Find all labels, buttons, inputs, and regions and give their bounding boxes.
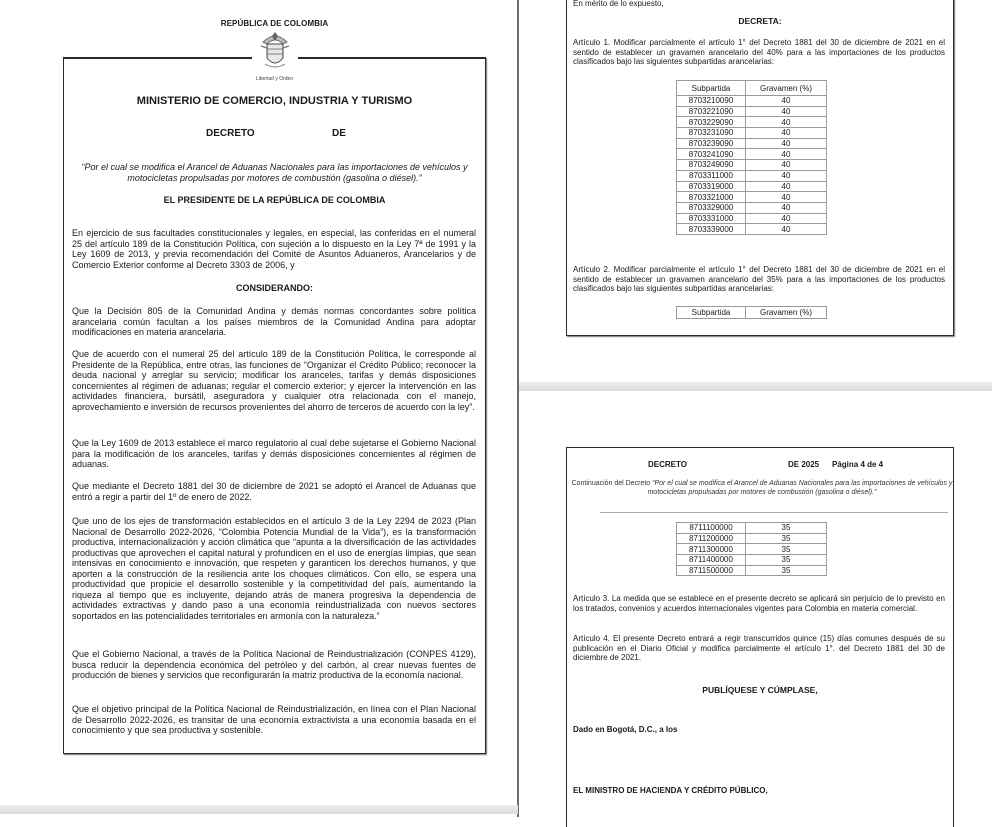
ministry-heading: MINISTERIO DE COMERCIO, INDUSTRIA Y TURISMO [136,95,413,107]
article-2: Artículo 2. Modificar parcialmente el artículo 1° del Decreto 1881 del 30 de diciembre de 2021 en el sentido de establecer un gravamen arancelario del 35% para a las importaciones de los productos clasificados bajo las siguientes subpartidas arancelarias: [573,265,945,293]
colombia-coat-of-arms-icon [255,30,295,74]
considerando-paragraph: Que uno de los ejes de transformación establecidos en el artículo 3 de la Ley 2294 de 2023 (Plan Nacional de Desarrollo 2022-2026, “Colombia Potencia Mundial de la Vida”), es la transformación productiva, internacionalización y acción climática que “apunta a la diversificación de las actividades productivas que aprovechen el capital natural y profundicen en el uso de energías limpias, que sean intensivas en conocimiento e innovación, que respeten y garanticen los derechos humanos, y que aporten a la construcción de la resiliencia ante los choques climáticos. Con ello, se espera una productividad que propicie el desarrollo sostenible y la competitividad del país, aumentando la riqueza al tiempo que es incluyente, dejando atrás de manera progresiva la dependencia de actividades extractivas y dando paso a una economía reindustrializada con nuevos sectores soportados en las potencialidades territoriales en armonía con la naturaleza.” [72,516,476,621]
gravamen-cell: 40 [746,106,827,117]
minister-signature-label: EL MINISTRO DE HACIENDA Y CRÉDITO PÚBLICO, [573,786,768,795]
column-header-gravamen: Gravamen (%) [746,81,827,96]
tariff-table-35-header [676,306,827,319]
motto: Libertad y Orden [255,76,294,82]
header-divider [600,512,948,513]
subpartida-cell: 8711200000 [677,533,746,544]
article-1: Artículo 1. Modificar parcialmente el artículo 1° del Decreto 1881 del 30 de diciembre de 2021 en el sentido de establecer un gravamen arancelario del 40% para a las importaciones de los productos clasificados bajo las siguientes subpartidas arancelarias: [573,38,945,66]
subpartida-cell: 8703210090 [677,96,746,107]
header-decree-label: DECRETO [648,460,687,469]
president-heading: EL PRESIDENTE DE LA REPÚBLICA DE COLOMBIA [163,195,386,205]
table-row [677,96,827,107]
gravamen-cell: 35 [746,523,827,534]
considerando-paragraph: Que mediante el Decreto 1881 del 30 de diciembre de 2021 se adoptó el Arancel de Aduanas que entró a regir a partir del 1º de enero de 2022. [72,481,476,502]
subpartida-cell: 8703311000 [677,170,746,181]
continuation-title: “Por el cual se modifica el Arancel de Aduanas Nacionales para las importaciones de vehículos y motocicletas propulsadas por motores de combustión (gasolina o diésel).” [647,480,953,496]
tariff-table-35 [676,522,827,576]
gravamen-cell: 35 [746,565,827,576]
subpartida-cell: 8711300000 [677,544,746,555]
table-header-row [677,307,827,319]
page-separator [0,805,518,814]
table-header-row [677,81,827,96]
gravamen-cell: 40 [746,224,827,235]
republic-heading: REPÚBLICA DE COLOMBIA [220,19,329,28]
page-number: Página 4 de 4 [832,460,884,469]
table-row [677,181,827,192]
table-row [677,565,827,576]
gravamen-cell: 35 [746,555,827,566]
header-decree-year: DE 2025 [788,460,820,469]
gravamen-cell: 40 [746,213,827,224]
gravamen-cell: 40 [746,202,827,213]
page-separator [519,382,992,391]
subpartida-cell: 8711500000 [677,565,746,576]
gravamen-cell: 40 [746,138,827,149]
table-row [677,544,827,555]
decreta-heading: DECRETA: [738,16,782,26]
subpartida-cell: 8703331000 [677,213,746,224]
considerando-paragraph: Que de acuerdo con el numeral 25 del artículo 189 de la Constitución Política, le corresponde al Presidente de la República, entre otras, las funciones de “Organizar el Crédito Público; reconocer la deuda nacional y arreglar su servicio; modificar los aranceles, tarifas y demás disposiciones concernientes al régimen de aduanas; regular el comercio exterior; y ejercer la intervención en las actividades financiera, bursátil, aseguradora y cualquier otra relacionada con el manejo, aprovechamiento e inversión de recursos provenientes del ahorro de terceros de acuerdo con la ley”. [72,349,476,412]
column-header-gravamen: Gravamen (%) [746,307,827,319]
considerando-paragraph: Que el objetivo principal de la Política Nacional de Reindustrialización, en línea con el Plan Nacional de Desarrollo 2022-2026, es transitar de una economía extractivista a una economía basada en el conocimiento y que sea productiva y sostenible. [72,704,476,735]
considerando-heading: CONSIDERANDO: [235,283,313,293]
table-row [677,138,827,149]
gravamen-cell: 40 [746,181,827,192]
subpartida-cell: 8703249090 [677,160,746,171]
considerando-paragraph: Que el Gobierno Nacional, a través de la Política Nacional de Reindustrialización (CONPES 4129), busca reducir la dependencia económica del petróleo y del carbón, al crear nuevas fuentes de producción de bienes y servicios que reconfigurarán la matriz productiva de la economía nacional. [72,649,476,680]
subpartida-cell: 8703241090 [677,149,746,160]
signing-place: Dado en Bogotá, D.C., a los [573,725,678,734]
gravamen-cell: 40 [746,96,827,107]
gravamen-cell: 40 [746,192,827,203]
table-row [677,106,827,117]
subpartida-cell: 8703221090 [677,106,746,117]
decree-label: DECRETO [206,128,255,139]
column-header-subpartida: Subpartida [677,307,746,319]
article-3: Artículo 3. La medida que se establece en el presente decreto se aplicará sin perjuicio de lo previsto en los tratados, convenios y acuerdos internacionales vigentes para Colombia en materia comercial. [573,594,945,613]
considerando-paragraph: Que la Ley 1609 de 2013 establece el marco regulatorio al cual debe sujetarse el Gobierno Nacional para la modificación de los aranceles, tarifas y demás disposiciones concernientes al régimen de aduanas. [72,438,476,469]
subpartida-cell: 8711100000 [677,523,746,534]
continuation-prefix: Continuación del Decreto [571,480,653,487]
decree-of-label: DE [332,128,346,139]
subpartida-cell: 8703239090 [677,138,746,149]
continuation-header [570,479,954,497]
subpartida-cell: 8703229090 [677,117,746,128]
table-row [677,170,827,181]
decree-title: “Por el cual se modifica el Arancel de Aduanas Nacionales para las importaciones de vehículos y motocicletas propulsadas por motores de combustión (gasolina o diésel).” [81,162,468,183]
merito-text: En mérito de lo expuesto, [573,0,664,8]
article-4: Artículo 4. El presente Decreto entrará a regir transcurridos quince (15) días comunes después de su publicación en el Diario Oficial y modifica parcialmente el artículo 1°. del Decreto 1881 del 30 de diciembre de 2021. [573,634,945,662]
left-page-edge [517,0,519,817]
column-header-subpartida: Subpartida [677,81,746,96]
table-row [677,555,827,566]
subpartida-cell: 8703321000 [677,192,746,203]
table-row [677,160,827,171]
subpartida-cell: 8703319000 [677,181,746,192]
gravamen-cell: 40 [746,149,827,160]
table-row [677,192,827,203]
table-row [677,149,827,160]
gravamen-cell: 35 [746,533,827,544]
subpartida-cell: 8703339000 [677,224,746,235]
considerando-paragraph: Que la Decisión 805 de la Comunidad Andina y demás normas concordantes sobre política arancelaria común facultan a los países miembros de la Comunidad Andina para adoptar modificaciones en materia arancelaria. [72,306,476,337]
publiquese-heading: PUBLÍQUESE Y CÚMPLASE, [702,685,818,695]
table-row [677,202,827,213]
table-row [677,533,827,544]
table-row [677,128,827,139]
subpartida-cell: 8703231090 [677,128,746,139]
table-row [677,224,827,235]
gravamen-cell: 40 [746,117,827,128]
gravamen-cell: 40 [746,160,827,171]
preamble-paragraph: En ejercicio de sus facultades constitucionales y legales, en especial, las conferidas en el numeral 25 del artículo 189 de la Constitución Política, con sujeción a lo dispuesto en la Ley 7ª de 1991 y la Ley 1609 de 2013, y previa recomendación del Comité de Asuntos Aduaneros, Arancelarios y de Comercio Exterior conforme al Decreto 3303 de 2006, y [72,228,476,270]
gravamen-cell: 40 [746,128,827,139]
table-row [677,523,827,534]
subpartida-cell: 8703329000 [677,202,746,213]
table-row [677,213,827,224]
gravamen-cell: 40 [746,170,827,181]
table-row [677,117,827,128]
gravamen-cell: 35 [746,544,827,555]
subpartida-cell: 8711400000 [677,555,746,566]
tariff-table-40 [676,80,827,235]
